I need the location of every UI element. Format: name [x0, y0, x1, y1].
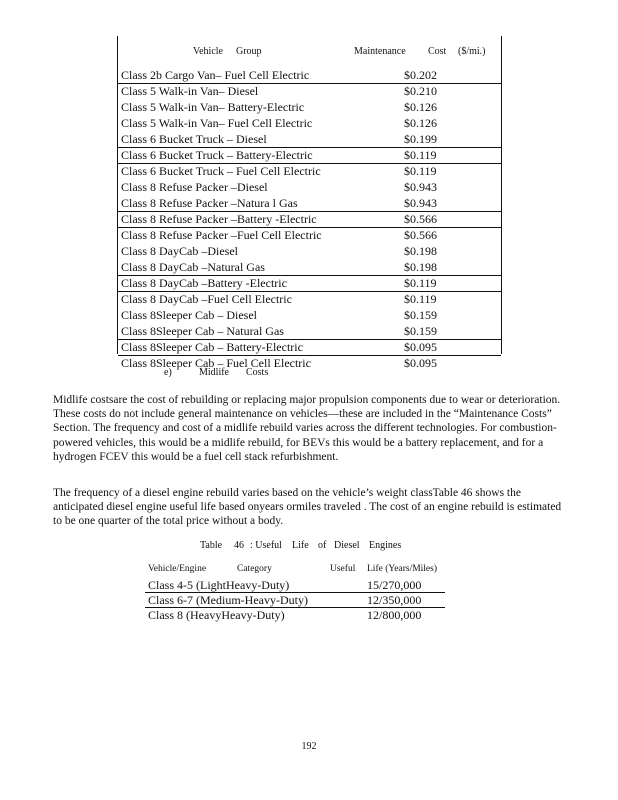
- table-row: [118, 356, 501, 372]
- table-row: [118, 84, 501, 100]
- row-vehicle: Class 8Sleeper Cab – Natural Gas: [121, 324, 284, 338]
- section-word-midlife: Midlife: [199, 367, 229, 378]
- caption-diesel: Diesel: [334, 540, 360, 551]
- row-vehicle: Class 6 Bucket Truck – Battery-Electric: [121, 148, 313, 162]
- row-vehicle: Class 5 Walk-in Van– Fuel Cell Electric: [121, 116, 313, 130]
- paragraph-midlife-costs: Midlife costsare the cost of rebuilding or replacing major propulsion components due to wear or deterioration. These costs do not include general maintenance on vehicles—these are included in the “Maintenance Costs” Section. The frequency and cost of a midlife rebuild varies across the different technologies. For combustion-powered vehicles, this would be a midlife rebuild, for BEVs this would be a battery replacement, and for a hydrogen FCEV this would be a fuel cell stack refurbishment.: [53, 394, 561, 463]
- caption-life: Life: [292, 540, 309, 551]
- row-vehicle: Class 5 Walk-in Van– Diesel: [121, 84, 259, 98]
- maintenance-table-body: [118, 68, 501, 372]
- paragraph-diesel-rebuild: The frequency of a diesel engine rebuild varies based on the vehicle’s weight classTable 46 shows the anticipated diesel engine useful life based onyears ormiles traveled . The cost of an engine rebuild is estimated to be one quarter of the total price without a body.: [53, 487, 562, 528]
- table-row: [118, 324, 501, 340]
- header-category: Category: [237, 564, 272, 574]
- row-vehicle: Class 8 Refuse Packer –Diesel: [121, 180, 268, 194]
- row-cost: $0.210: [404, 84, 437, 98]
- row-cost: $0.126: [404, 116, 437, 130]
- row-vehicle: Class 8 Refuse Packer –Battery -Electric: [121, 212, 317, 226]
- table-row: [118, 100, 501, 116]
- useful-life-table-header: [145, 562, 445, 578]
- row-life: 15/270,000: [367, 578, 422, 592]
- row-cost: $0.199: [404, 132, 437, 146]
- table-row: [118, 228, 501, 244]
- table-row: [118, 116, 501, 132]
- header-unit: ($/mi.): [458, 46, 486, 57]
- row-vehicle: Class 8 DayCab –Natural Gas: [121, 260, 265, 274]
- table-row: [118, 244, 501, 260]
- row-cost: $0.119: [404, 164, 437, 178]
- header-useful: Useful: [330, 564, 356, 574]
- section-letter: e): [164, 367, 172, 378]
- row-vehicle: Class 8 Refuse Packer –Natura l Gas: [121, 196, 298, 210]
- row-vehicle: Class 8Sleeper Cab – Fuel Cell Electric: [121, 356, 311, 370]
- header-group: Group: [236, 46, 262, 57]
- row-vehicle: Class 8 DayCab –Diesel: [121, 244, 238, 258]
- row-life: 12/350,000: [367, 593, 422, 607]
- section-word-costs: Costs: [246, 367, 269, 378]
- table-row: [118, 132, 501, 148]
- caption-of: of: [318, 540, 327, 551]
- row-vehicle: Class 4-5 (LightHeavy-Duty): [148, 578, 290, 592]
- row-vehicle: Class 5 Walk-in Van– Battery-Electric: [121, 100, 305, 114]
- row-cost: $0.095: [404, 356, 437, 370]
- header-vehicle-engine: Vehicle/Engine: [148, 564, 207, 574]
- table-row: [145, 593, 445, 608]
- row-life: 12/800,000: [367, 608, 422, 622]
- row-vehicle: Class 2b Cargo Van– Fuel Cell Electric: [121, 68, 310, 82]
- row-vehicle: Class 8 DayCab –Fuel Cell Electric: [121, 292, 292, 306]
- row-cost: $0.202: [404, 68, 437, 82]
- row-cost: $0.119: [404, 276, 437, 290]
- row-vehicle: Class 6-7 (Medium-Heavy-Duty): [148, 593, 308, 607]
- table-row: [145, 608, 445, 623]
- row-cost: $0.119: [404, 292, 437, 306]
- caption-table: Table: [200, 540, 223, 551]
- maintenance-cost-table: [117, 36, 502, 370]
- row-vehicle: Class 8 (HeavyHeavy-Duty): [148, 608, 285, 622]
- table-row: [118, 276, 501, 292]
- row-cost: $0.198: [404, 244, 437, 258]
- useful-life-table: [145, 562, 445, 623]
- table-row: [118, 164, 501, 180]
- caption-number: 46: [234, 540, 244, 551]
- header-cost: Cost: [428, 46, 447, 57]
- row-cost: $0.943: [404, 180, 437, 194]
- table-row: [118, 340, 501, 356]
- table-row: [118, 212, 501, 228]
- table-row: [118, 196, 501, 212]
- row-vehicle: Class 8Sleeper Cab – Battery-Electric: [121, 340, 303, 354]
- row-cost: $0.566: [404, 212, 437, 226]
- row-cost: $0.198: [404, 260, 437, 274]
- row-cost: $0.095: [404, 340, 437, 354]
- table-row: [145, 578, 445, 593]
- table-row: [118, 260, 501, 276]
- page-number: 192: [301, 741, 317, 752]
- caption-engines: Engines: [369, 540, 402, 551]
- table-row: [118, 148, 501, 164]
- row-vehicle: Class 8Sleeper Cab – Diesel: [121, 308, 257, 322]
- maintenance-table-header: [118, 46, 501, 60]
- row-vehicle: Class 6 Bucket Truck – Diesel: [121, 132, 267, 146]
- header-life-unit: Life (Years/Miles): [367, 564, 438, 574]
- row-vehicle: Class 6 Bucket Truck – Fuel Cell Electric: [121, 164, 321, 178]
- row-cost: $0.566: [404, 228, 437, 242]
- row-cost: $0.943: [404, 196, 437, 210]
- header-maintenance: Maintenance: [354, 46, 406, 57]
- header-vehicle: Vehicle: [193, 46, 223, 57]
- row-cost: $0.159: [404, 308, 437, 322]
- caption-useful: : Useful: [250, 540, 282, 551]
- row-cost: $0.126: [404, 100, 437, 114]
- row-cost: $0.119: [404, 148, 437, 162]
- table-row: [118, 292, 501, 308]
- row-vehicle: Class 8 Refuse Packer –Fuel Cell Electric: [121, 228, 322, 242]
- row-cost: $0.159: [404, 324, 437, 338]
- table-row: [118, 308, 501, 324]
- table-row: [118, 180, 501, 196]
- row-vehicle: Class 8 DayCab –Battery -Electric: [121, 276, 287, 290]
- table-row: [118, 68, 501, 84]
